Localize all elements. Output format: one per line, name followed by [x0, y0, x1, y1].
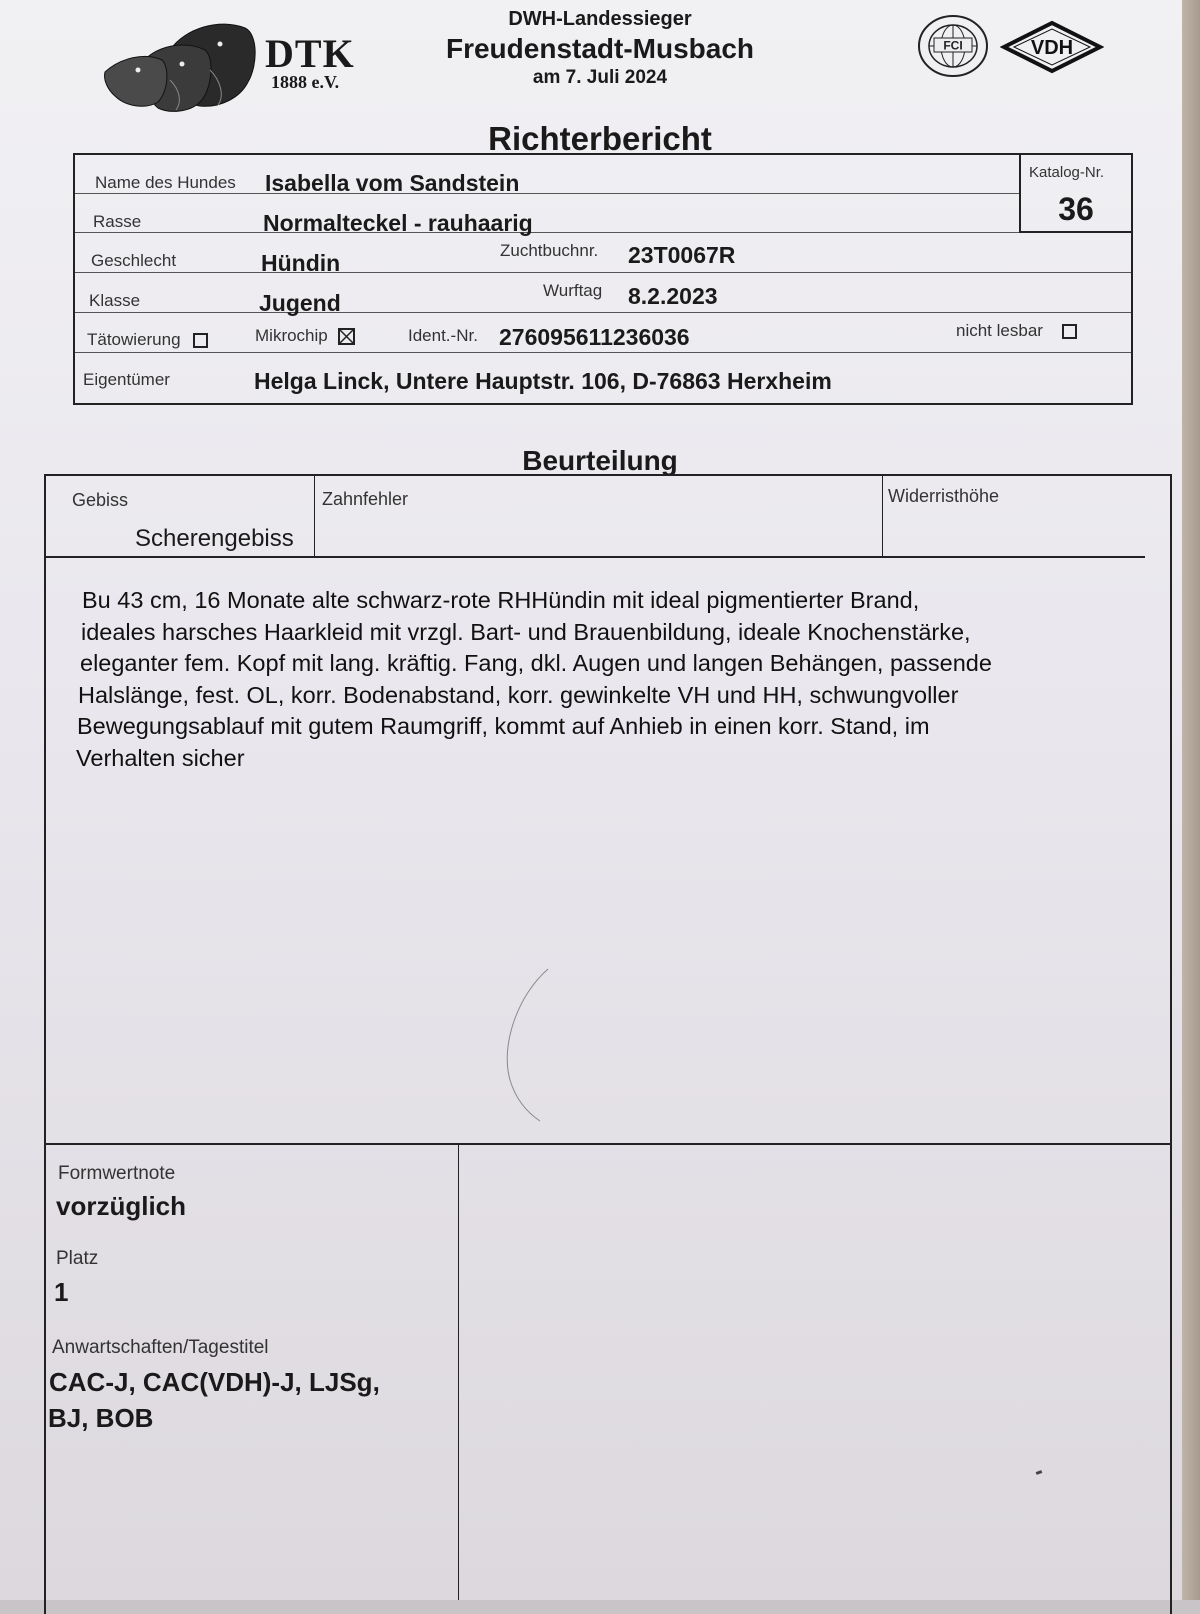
dog-name: Isabella vom Sandstein: [265, 170, 520, 196]
catalog-number: 36: [1058, 191, 1094, 227]
row-divider: [75, 272, 1131, 273]
studbook-number: 23T0067R: [628, 242, 736, 268]
ident-number: 276095611236036: [499, 324, 690, 350]
teeth-faults-label: Zahnfehler: [322, 489, 409, 509]
titles-label: Anwartschaften/Tagestitel: [52, 1337, 269, 1358]
assessment-title: Beurteilung: [522, 445, 678, 476]
dog-sex: Hündin: [261, 250, 341, 276]
place-value: 1: [54, 1277, 69, 1307]
pen-stroke: [500, 965, 550, 1125]
bite-value: Scherengebiss: [135, 525, 294, 552]
tattoo-label-text: Tätowierung: [87, 330, 181, 349]
owner-label: Eigentümer: [83, 370, 170, 389]
remarks-line: ideales harsches Haarkleid mit vrzgl. Bart- und Brauenbildung, ideale Knochenstärke,: [81, 618, 971, 645]
judge-remarks: [78, 585, 1138, 774]
row-divider: [75, 352, 1131, 353]
club-name: DTK: [265, 31, 355, 76]
dog-class: Jugend: [259, 290, 341, 316]
class-label: Klasse: [89, 291, 141, 310]
dachshund-heads-logo: [100, 10, 260, 120]
chip-label-text: Mikrochip: [255, 326, 328, 345]
unreadable-label-text: nicht lesbar: [956, 321, 1043, 340]
event-title: DWH-Landessieger: [508, 8, 692, 30]
grade-label: Formwertnote: [58, 1163, 176, 1184]
studbook-label: Zuchtbuchnr.: [500, 241, 599, 260]
remarks-line: Bu 43 cm, 16 Monate alte schwarz-rote RHHündin mit ideal pigmentierter Brand,: [82, 587, 920, 613]
fci-logo-text: FCI: [943, 38, 963, 53]
titles-line: BJ, BOB: [48, 1403, 154, 1433]
result-divider: [45, 1143, 1172, 1145]
row-divider: [75, 193, 1019, 194]
column-divider: [882, 475, 883, 557]
remarks-line: Bewegungsablauf mit gutem Raumgriff, kommt auf Anhieb in einen korr. Stand, im: [77, 713, 930, 739]
withers-label: Widerristhöhe: [888, 486, 1000, 506]
chip-label: [255, 326, 355, 346]
breed-label: Rasse: [93, 212, 142, 231]
catalog-label: Katalog-Nr.: [1029, 164, 1105, 181]
fci-logo: [916, 14, 990, 78]
tattoo-checkbox[interactable]: [193, 333, 208, 348]
dog-data-table: [73, 153, 1133, 405]
row-divider: [75, 232, 1131, 233]
assessment-header-divider: [45, 556, 1145, 558]
tattoo-label: [87, 330, 208, 350]
catalog-number-box: [1019, 155, 1131, 233]
name-label: Name des Hundes: [95, 173, 236, 192]
birth-label: Wurftag: [543, 281, 603, 300]
ident-label: Ident.-Nr.: [408, 326, 478, 345]
remarks-line: Halslänge, fest. OL, korr. Bodenabstand, korr. gewinkelte VH und HH, schwungvoller: [78, 681, 959, 708]
chip-checkbox-checked[interactable]: [338, 328, 355, 345]
unreadable-label: [956, 321, 1077, 341]
dog-breed: Normalteckel - rauhaarig: [263, 210, 533, 236]
column-divider: [314, 475, 315, 557]
vdh-logo-text: VDH: [1030, 37, 1074, 59]
unreadable-checkbox[interactable]: [1062, 324, 1077, 339]
remarks-line: Verhalten sicher: [76, 744, 245, 771]
event-location: Freudenstadt-Musbach: [445, 33, 755, 64]
remarks-line: eleganter fem. Kopf mit lang. kräftig. Fang, dkl. Augen und langen Behängen, passende: [80, 650, 992, 676]
birth-date: 8.2.2023: [628, 283, 718, 309]
place-label: Platz: [56, 1248, 99, 1269]
page-title: Richterbericht: [488, 120, 712, 157]
paper-edge: [1182, 0, 1200, 1600]
sex-label: Geschlecht: [91, 251, 177, 270]
club-founded: 1888 e.V.: [271, 72, 340, 92]
owner: Helga Linck, Untere Hauptstr. 106, D-76863 Herxheim: [254, 368, 832, 394]
grade-value: vorzüglich: [56, 1191, 187, 1221]
row-divider: [75, 312, 1131, 313]
result-column-divider: [458, 1143, 459, 1600]
bite-label: Gebiss: [72, 490, 129, 510]
vdh-logo: [1000, 20, 1104, 74]
titles-line: CAC-J, CAC(VDH)-J, LJSg,: [49, 1367, 380, 1397]
event-date: am 7. Juli 2024: [532, 67, 668, 88]
